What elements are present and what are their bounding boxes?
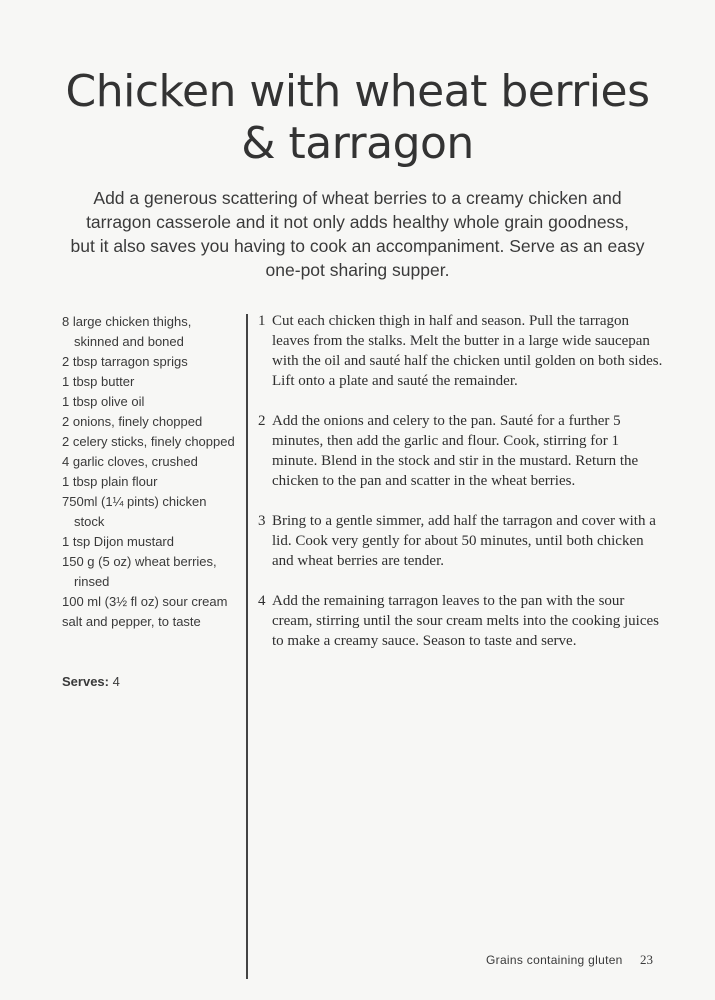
step-text: Add the onions and celery to the pan. Sauté for a further 5 minutes, then add the garlic and flour. Cook, stirring for 1 minute. Blend in the stock and stir in the mustard. Return the chicken to the pan and scatter in the wheat berries.	[272, 413, 639, 489]
step-number: 1	[258, 313, 266, 329]
step-number: 2	[258, 413, 266, 429]
ingredient-item: 150 g (5 oz) wheat berries, rinsed	[62, 554, 217, 589]
column-divider	[246, 314, 248, 979]
intro-line: tarragon casserole and it not only adds healthy whole grain goodness,	[86, 212, 629, 232]
ingredient-item: 1 tbsp plain flour	[62, 474, 158, 489]
step-text: Bring to a gentle simmer, add half the tarragon and cover with a lid. Cook very gently for about 50 minutes, until both chicken and wheat berries are tender.	[272, 513, 656, 569]
ingredient-item: 1 tbsp olive oil	[62, 394, 145, 409]
ingredient-item: 2 tbsp tarragon sprigs	[62, 354, 188, 369]
ingredient-item: 2 onions, finely chopped	[62, 414, 203, 429]
recipe-title-line-2: & tarragon	[241, 118, 474, 169]
method-step	[258, 511, 668, 571]
intro-line: but it also saves you having to cook an accompaniment. Serve as an easy	[70, 236, 645, 256]
page-number: 23	[640, 952, 653, 967]
ingredient-item: 750ml (1¼ pints) chicken stock	[62, 494, 207, 529]
page-footer	[486, 952, 653, 968]
ingredient-item: 1 tbsp butter	[62, 374, 135, 389]
ingredient-item: salt and pepper, to taste	[62, 614, 201, 629]
method-step	[258, 311, 668, 391]
step-number: 4	[258, 593, 266, 609]
intro-line: Add a generous scattering of wheat berries to a creamy chicken and	[93, 188, 622, 208]
method-step	[258, 591, 668, 651]
serves-info	[62, 672, 120, 692]
step-number: 3	[258, 513, 266, 529]
method-step	[258, 411, 668, 491]
recipe-intro	[60, 186, 655, 282]
footer-section-title: Grains containing gluten	[486, 953, 623, 967]
ingredient-item: 8 large chicken thighs, skinned and boned	[62, 314, 192, 349]
serves-value: 4	[112, 674, 120, 689]
ingredient-item: 100 ml (3½ fl oz) sour cream	[62, 594, 228, 609]
step-text: Cut each chicken thigh in half and season. Pull the tarragon leaves from the stalks. Melt the butter in a large wide saucepan with the oil and sauté half the chicken until golden on both sides. Lift onto a plate and sauté the remainder.	[272, 313, 663, 389]
intro-line: one-pot sharing supper.	[265, 260, 450, 280]
ingredient-item: 1 tsp Dijon mustard	[62, 534, 174, 549]
ingredient-item: 2 celery sticks, finely chopped	[62, 434, 235, 449]
serves-label: Serves:	[62, 674, 109, 689]
ingredients-list	[62, 312, 238, 632]
recipe-title-line-1: Chicken with wheat berries	[65, 66, 650, 117]
recipe-title	[40, 66, 675, 170]
method-steps	[258, 311, 668, 671]
ingredient-item: 4 garlic cloves, crushed	[62, 454, 198, 469]
step-text: Add the remaining tarragon leaves to the pan with the sour cream, stirring until the sour cream melts into the cooking juices to make a creamy sauce. Season to taste and serve.	[272, 593, 659, 649]
